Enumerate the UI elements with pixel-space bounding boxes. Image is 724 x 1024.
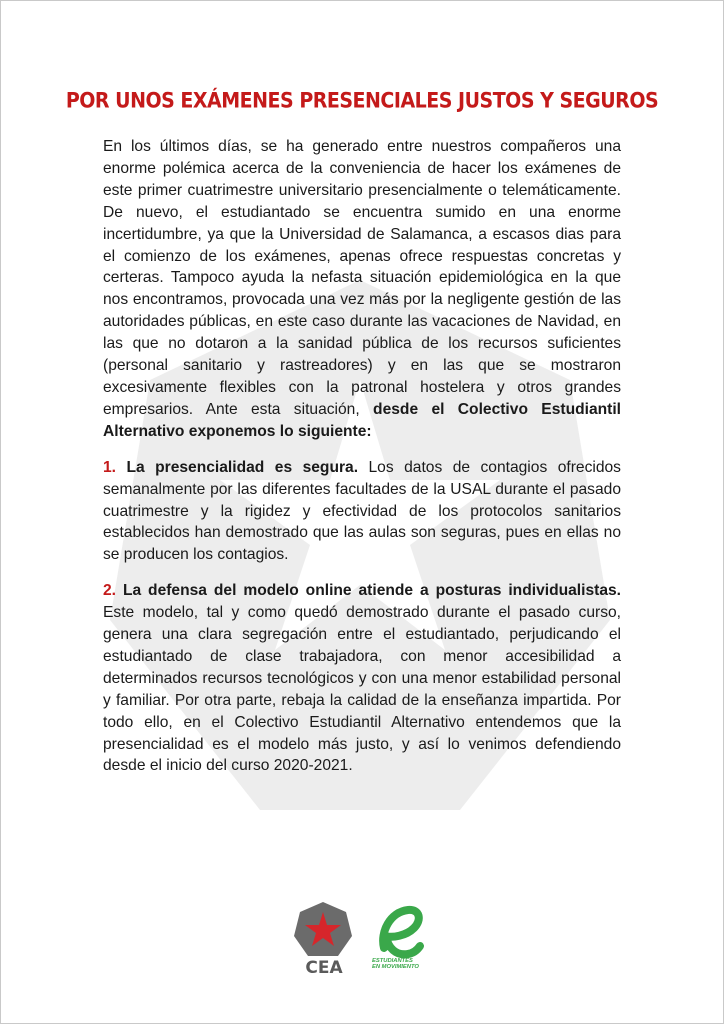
intro-text: En los últimos días, se ha generado entre nuestros compañeros una enorme polémica acerca de la conveniencia de hacer los exámenes de este primer cuatrimestre universitario presencialmente o telemáticamente. De nuevo, el estudiantado se encuentra sumido en una enorme incertidumbre, ya que la Universidad de Salamanca, a escasos dias para el comienzo de los exámenes, apenas ofrece respuestas concretas y certeras. Tampoco ayuda la nefasta situación epidemiológica en la que nos encontramos, provocada una vez más por la negligente gestión de las autoridades públicas, en este caso durante las vacaciones de Navidad, en las que no dotaron a la sanidad pública de los recursos suficientes (personal sanitario y rastreadores) y en las que se mostraron excesivamente flexibles con la patronal hostelera y otros grandes empresarios. Ante esta situación, xyxy=(103,138,621,418)
footer-logos xyxy=(0,900,724,984)
point-text: Los datos de contagios ofrecidos semanalmente por las diferentes facultades de la USAL durante el pasado cuatrimestre y la rigidez y efectividad de los protocolos sanitarios establecidos han demostrado que las aulas son seguras, pues en ellas no se producen los contagios. xyxy=(103,458,621,564)
em-label-line1: ESTUDIANTES xyxy=(372,958,413,964)
point-paragraph-1 xyxy=(103,457,621,567)
document-title: POR UNOS EXÁMENES PRESENCIALES JUSTOS Y SEGUROS xyxy=(65,88,659,114)
document-body xyxy=(103,136,621,791)
point-heading: La defensa del modelo online atiende a posturas individualistas. xyxy=(122,582,622,600)
em-label-line2: EN MOVIMIENTO xyxy=(372,964,419,970)
point-paragraph-2 xyxy=(103,580,621,777)
intro-bold-text: desde el Colectivo Estudiantil Alternativo exponemos lo siguiente: xyxy=(103,400,622,440)
point-number: 2. xyxy=(103,582,117,600)
point-text: Este modelo, tal y como quedó demostrado durante el pasado curso, genera una clara segregación entre el estudiantado, perjudicando el estudiantado de clase trabajadora, con menor accesibilidad a determinados recursos tecnológicos y con una menor estabilidad personal y familiar. Por otra parte, rebaja la calidad de la enseñanza impartida. Por todo ello, en el Colectivo Estudiantil Alternativo entendemos que la presencialidad es el modelo más justo, y así lo venimos defendiendo desde el inicio del curso 2020-2021. xyxy=(103,604,621,775)
cea-logo-label: CEA xyxy=(305,958,343,978)
em-logo-label xyxy=(372,958,432,970)
point-heading: La presencialidad es segura. xyxy=(126,458,359,476)
intro-paragraph xyxy=(103,136,621,443)
point-number: 1. xyxy=(103,458,117,476)
